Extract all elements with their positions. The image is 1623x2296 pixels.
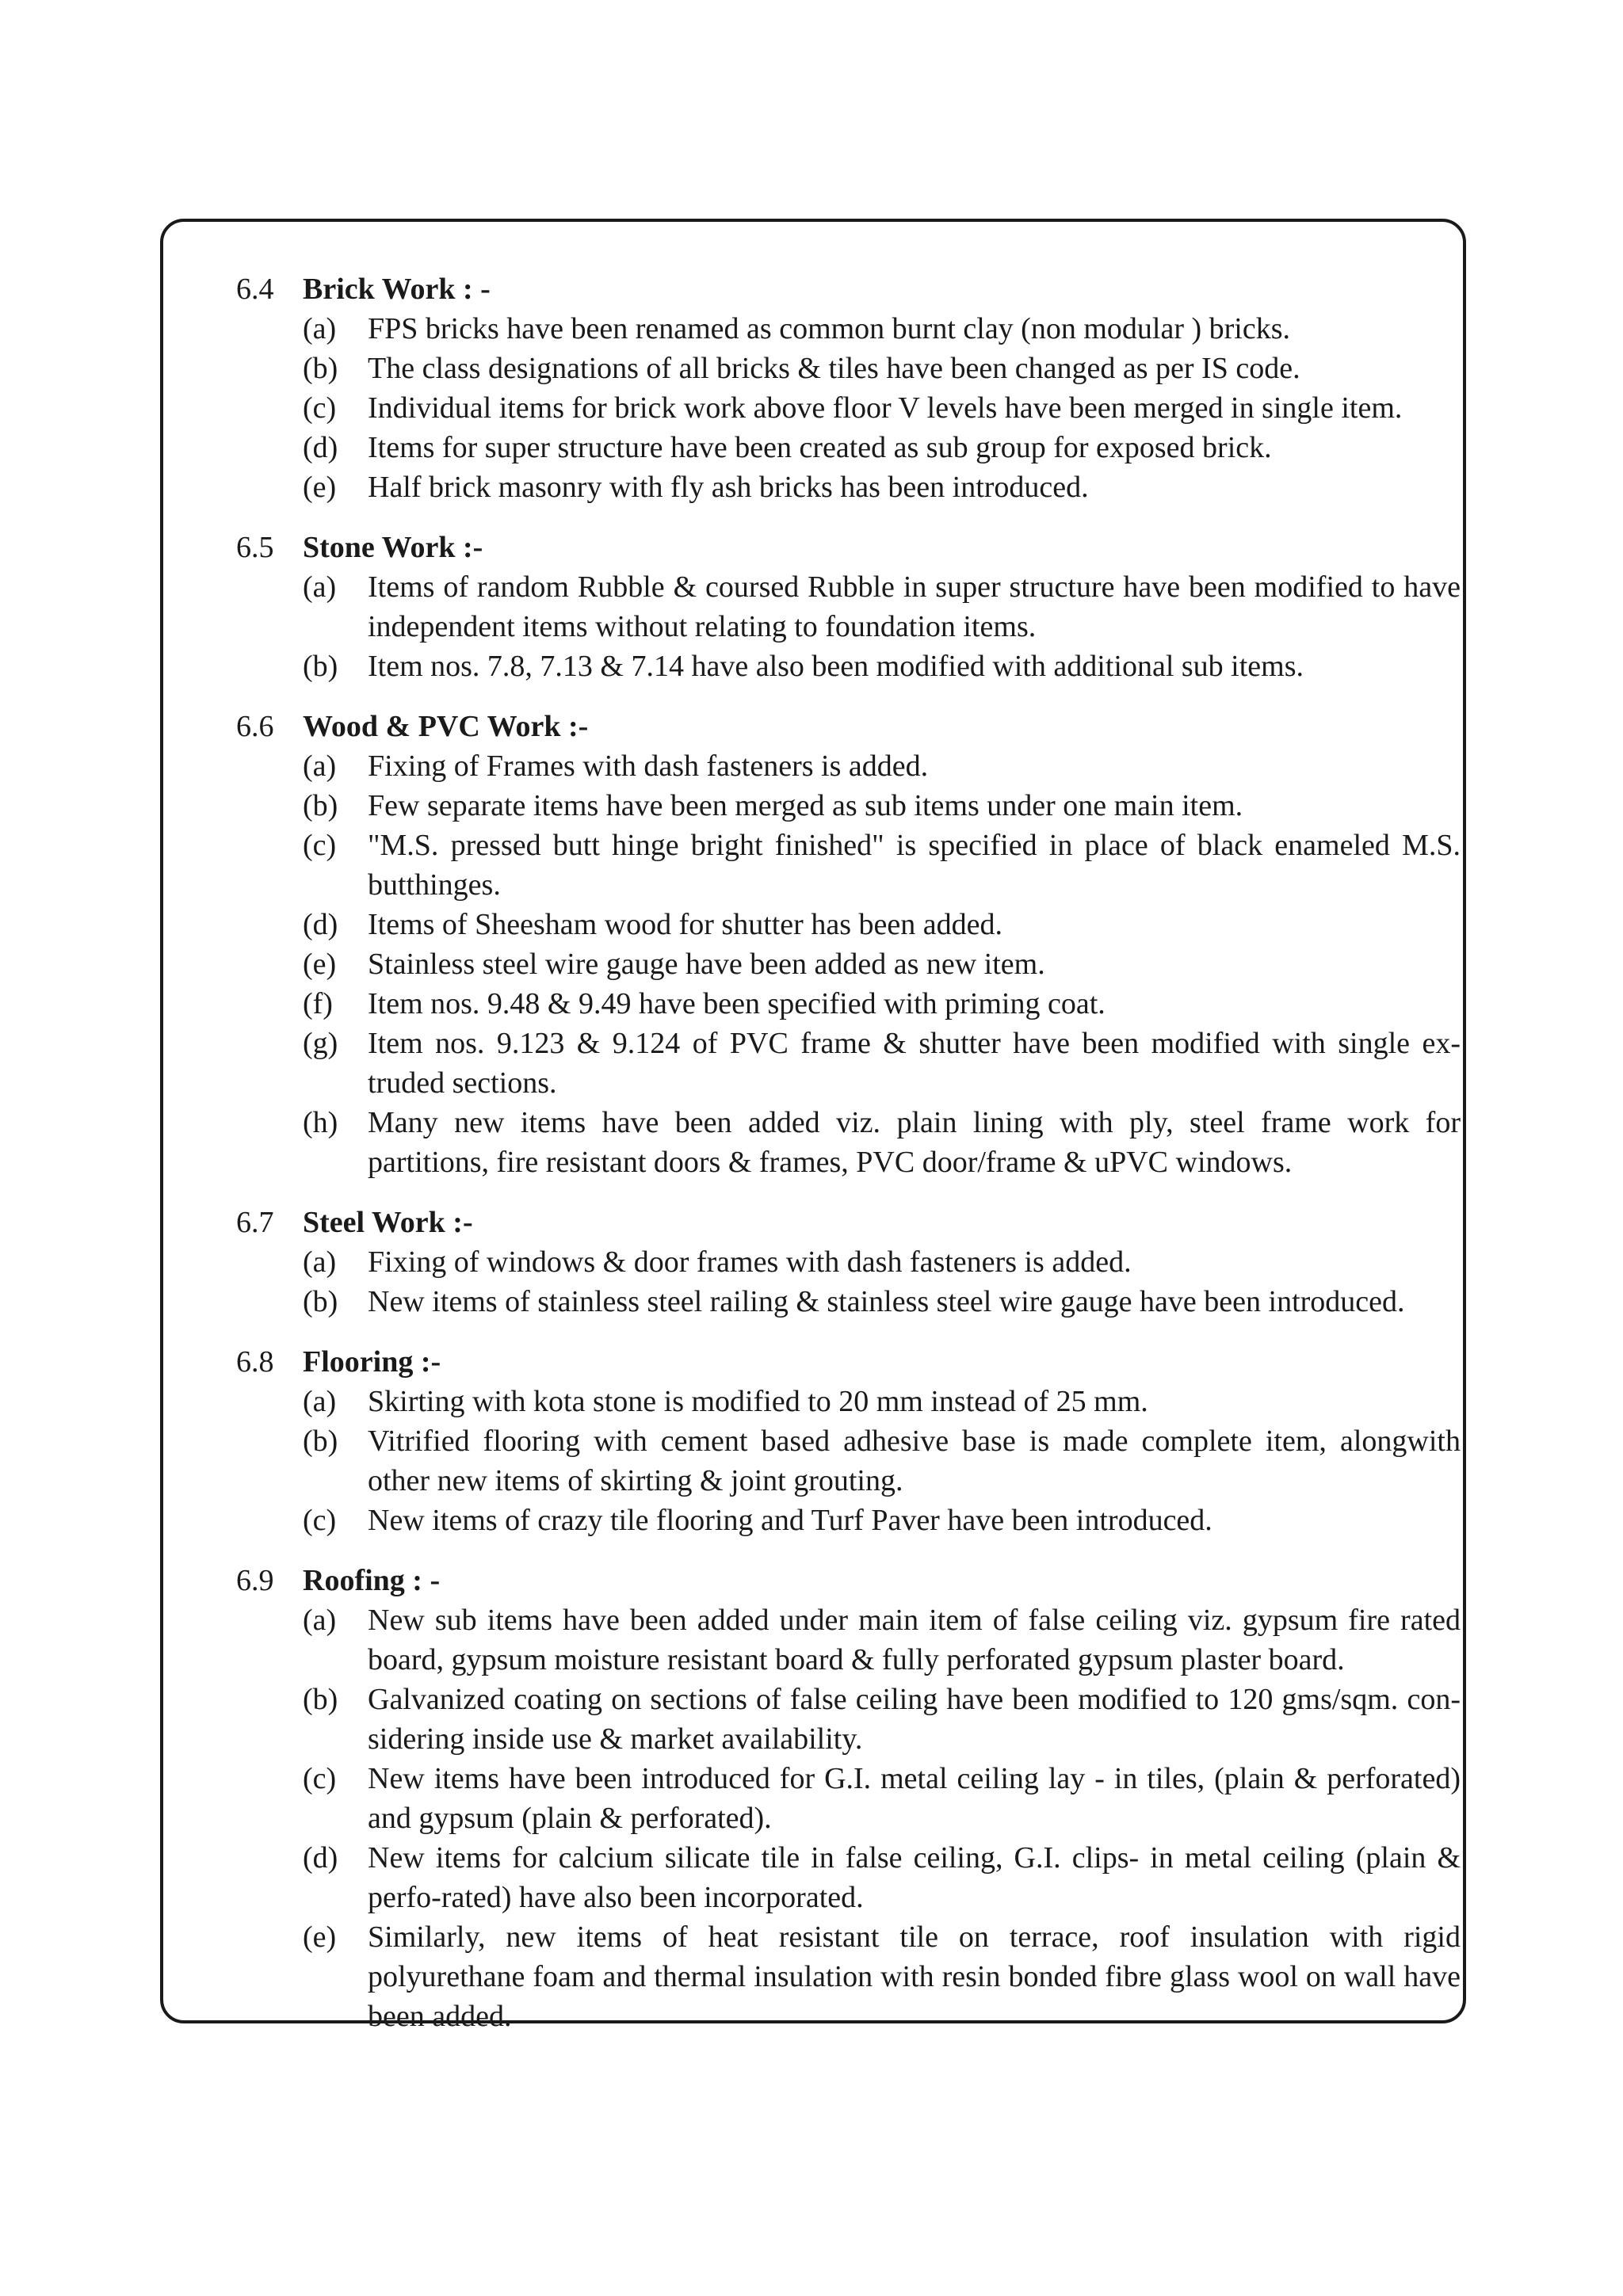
list-item xyxy=(236,905,1461,944)
item-text: Individual items for brick work above floor V levels have been merged in single item. xyxy=(368,391,1403,425)
list-item xyxy=(236,388,1461,428)
section xyxy=(236,1342,1461,1540)
item-label: (b) xyxy=(303,1285,338,1318)
item-label: (d) xyxy=(303,908,338,941)
item-label: (a) xyxy=(303,1385,337,1418)
item-label: (c) xyxy=(303,829,337,862)
item-label: (c) xyxy=(303,391,337,425)
item-list xyxy=(236,1382,1461,1540)
list-item xyxy=(236,1421,1461,1501)
item-label: (a) xyxy=(303,749,337,783)
item-label: (a) xyxy=(303,570,337,604)
item-label: (e) xyxy=(303,1920,337,1954)
item-label: (a) xyxy=(303,312,337,345)
item-label: (c) xyxy=(303,1762,337,1795)
item-text: "M.S. pressed butt hinge bright finished" is specified in place of black enameled M.S. butthinges. xyxy=(368,829,1461,902)
list-item xyxy=(236,467,1461,507)
item-text: Items of Sheesham wood for shutter has been added. xyxy=(368,908,1002,941)
section-heading xyxy=(236,1561,1461,1600)
item-list xyxy=(236,567,1461,686)
item-label: (e) xyxy=(303,948,337,981)
section-heading xyxy=(236,528,1461,567)
item-text: Item nos. 7.8, 7.13 & 7.14 have also been modified with additional sub items. xyxy=(368,650,1304,683)
item-text: New sub items have been added under main item of false ceiling viz. gypsum fire rated board, gypsum moisture resistant board & fully perforated gypsum plaster board. xyxy=(368,1604,1461,1676)
list-item xyxy=(236,428,1461,467)
item-text: Item nos. 9.48 & 9.49 have been specified with priming coat. xyxy=(368,987,1106,1020)
list-item xyxy=(236,1024,1461,1103)
list-item xyxy=(236,1242,1461,1282)
item-text: New items of crazy tile flooring and Turf Paver have been introduced. xyxy=(368,1504,1212,1537)
item-text: Many new items have been added viz. plain lining with ply, steel frame work for partitions, fire resistant doors & frames, PVC door/frame & uPVC windows. xyxy=(368,1106,1461,1179)
item-text: Items of random Rubble & coursed Rubble in super structure have been modified to have independent items without relating to foundation items. xyxy=(368,570,1461,643)
document-body xyxy=(236,269,1461,2057)
section-title: Brick Work : - xyxy=(303,273,491,306)
item-text: Stainless steel wire gauge have been added as new item. xyxy=(368,948,1045,981)
item-text: Fixing of windows & door frames with dash fasteners is added. xyxy=(368,1245,1132,1279)
section-title: Flooring :- xyxy=(303,1345,441,1379)
item-list xyxy=(236,746,1461,1182)
item-label: (b) xyxy=(303,789,338,822)
item-list xyxy=(236,1600,1461,2036)
section-number: 6.6 xyxy=(236,710,274,743)
item-text: New items have been introduced for G.I. metal ceiling lay - in tiles, (plain & perforated) and gypsum (plain & perforated). xyxy=(368,1762,1461,1835)
section xyxy=(236,1203,1461,1322)
item-label: (b) xyxy=(303,650,338,683)
list-item xyxy=(236,984,1461,1024)
item-label: (g) xyxy=(303,1027,338,1060)
item-text: Few separate items have been merged as sub items under one main item. xyxy=(368,789,1243,822)
list-item xyxy=(236,1282,1461,1322)
item-label: (h) xyxy=(303,1106,338,1139)
list-item xyxy=(236,1759,1461,1838)
item-text: Skirting with kota stone is modified to 20 mm instead of 25 mm. xyxy=(368,1385,1148,1418)
item-text: New items for calcium silicate tile in false ceiling, G.I. clips- in metal ceiling (plain & perfo-rated) have also been incorporated. xyxy=(368,1841,1461,1914)
item-text: Fixing of Frames with dash fasteners is added. xyxy=(368,749,929,783)
item-text: Half brick masonry with fly ash bricks has been introduced. xyxy=(368,471,1089,504)
item-label: (b) xyxy=(303,1683,338,1716)
item-label: (f) xyxy=(303,987,333,1020)
item-text: The class designations of all bricks & tiles have been changed as per IS code. xyxy=(368,352,1300,385)
item-label: (b) xyxy=(303,352,338,385)
list-item xyxy=(236,944,1461,984)
section xyxy=(236,1561,1461,2036)
section-number: 6.4 xyxy=(236,273,274,306)
section xyxy=(236,528,1461,686)
item-text: Item nos. 9.123 & 9.124 of PVC frame & shutter have been modified with single ex-truded sections. xyxy=(368,1027,1461,1100)
list-item xyxy=(236,567,1461,646)
list-item xyxy=(236,826,1461,905)
item-text: Items for super structure have been created as sub group for exposed brick. xyxy=(368,431,1272,464)
list-item xyxy=(236,309,1461,349)
list-item xyxy=(236,646,1461,686)
item-text: New items of stainless steel railing & stainless steel wire gauge have been introduced. xyxy=(368,1285,1405,1318)
section-title: Stone Work :- xyxy=(303,531,483,564)
list-item xyxy=(236,1103,1461,1182)
item-label: (b) xyxy=(303,1425,338,1458)
list-item xyxy=(236,1917,1461,2036)
item-label: (c) xyxy=(303,1504,337,1537)
section-heading xyxy=(236,1203,1461,1242)
section-title: Roofing : - xyxy=(303,1564,441,1597)
item-label: (e) xyxy=(303,471,337,504)
section-number: 6.5 xyxy=(236,531,274,564)
section-number: 6.8 xyxy=(236,1345,274,1379)
section xyxy=(236,269,1461,507)
item-label: (a) xyxy=(303,1604,337,1637)
section-title: Wood & PVC Work :- xyxy=(303,710,589,743)
section-title: Steel Work :- xyxy=(303,1206,473,1239)
list-item xyxy=(236,1680,1461,1759)
list-item xyxy=(236,1600,1461,1680)
item-label: (d) xyxy=(303,431,338,464)
item-label: (a) xyxy=(303,1245,337,1279)
list-item xyxy=(236,349,1461,388)
item-text: Galvanized coating on sections of false ceiling have been modified to 120 gms/sqm. con-sidering inside use & market availability. xyxy=(368,1683,1461,1756)
list-item xyxy=(236,1382,1461,1421)
section-heading xyxy=(236,1342,1461,1382)
list-item xyxy=(236,1838,1461,1917)
section-heading xyxy=(236,707,1461,746)
item-text: Similarly, new items of heat resistant tile on terrace, roof insulation with rigid polyurethane foam and thermal insulation with resin bonded fibre glass wool on wall have been added. xyxy=(368,1920,1461,2033)
item-text: FPS bricks have been renamed as common burnt clay (non modular ) bricks. xyxy=(368,312,1290,345)
item-label: (d) xyxy=(303,1841,338,1875)
section-number: 6.7 xyxy=(236,1206,274,1239)
list-item xyxy=(236,786,1461,826)
section xyxy=(236,707,1461,1182)
list-item xyxy=(236,1501,1461,1540)
item-list xyxy=(236,1242,1461,1322)
list-item xyxy=(236,746,1461,786)
section-heading xyxy=(236,269,1461,309)
item-text: Vitrified flooring with cement based adhesive base is made complete item, alongwith other new items of skirting & joint grouting. xyxy=(368,1425,1461,1497)
item-list xyxy=(236,309,1461,507)
section-number: 6.9 xyxy=(236,1564,274,1597)
